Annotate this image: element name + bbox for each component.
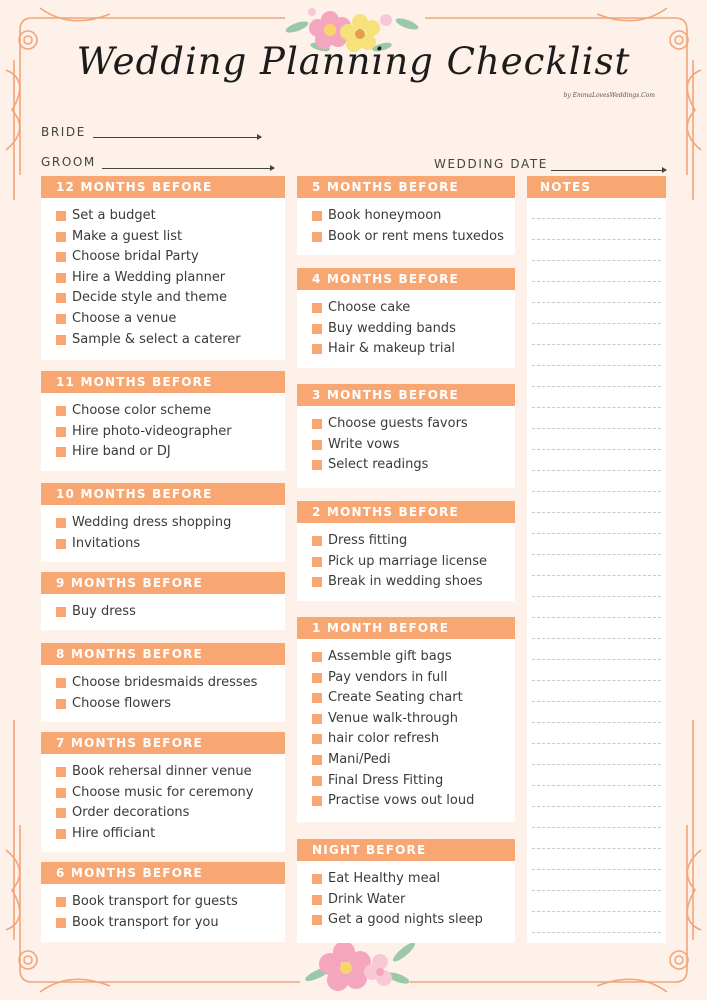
task-item <box>312 227 515 248</box>
task-checkbox[interactable] <box>312 557 322 567</box>
checklist-card <box>297 617 515 822</box>
note-line <box>532 785 661 786</box>
page-title: Wedding Planning Checklist <box>76 40 631 83</box>
task-label: Choose guests favors <box>328 416 468 431</box>
task-list <box>41 594 285 623</box>
task-label: Eat Healthy meal <box>328 871 441 886</box>
checklist-card <box>297 268 515 368</box>
task-label: Assemble gift bags <box>328 649 452 664</box>
task-checkbox[interactable] <box>312 536 322 546</box>
note-line <box>532 344 661 345</box>
note-line <box>532 869 661 870</box>
task-label: Sample & select a caterer <box>72 331 241 347</box>
task-checkbox[interactable] <box>312 874 322 884</box>
task-label: Choose a venue <box>72 310 177 326</box>
note-line <box>532 911 661 912</box>
task-label: Book honeymoon <box>328 208 442 223</box>
task-label: Choose color scheme <box>72 403 212 418</box>
task-label: Set a budget <box>72 208 156 223</box>
task-item <box>56 513 285 534</box>
section-heading: 5 MONTHS BEFORE <box>297 176 515 198</box>
task-label: hair color refresh <box>328 731 440 747</box>
task-label: Final Dress Fitting <box>328 772 444 788</box>
section-heading: 1 MONTH BEFORE <box>297 617 515 639</box>
section-heading: 7 MONTHS BEFORE <box>41 732 285 754</box>
task-item <box>56 762 285 783</box>
task-item <box>312 455 515 476</box>
task-checkbox[interactable] <box>56 447 66 457</box>
task-label: Get a good nights sleep <box>328 912 483 928</box>
task-checkbox[interactable] <box>56 252 66 262</box>
task-label: Book transport for you <box>72 914 219 930</box>
section-heading: 11 MONTHS BEFORE <box>41 371 285 393</box>
task-checkbox[interactable] <box>56 314 66 324</box>
notes-lines[interactable] <box>532 198 661 943</box>
task-checkbox[interactable] <box>56 211 66 221</box>
task-item <box>312 552 515 573</box>
task-label: Choose bridesmaids dresses <box>72 675 258 690</box>
note-line <box>532 470 661 471</box>
note-line <box>532 680 661 681</box>
task-checkbox[interactable] <box>312 232 322 242</box>
task-checkbox[interactable] <box>312 652 322 662</box>
note-line <box>532 638 661 639</box>
task-item <box>56 401 285 422</box>
task-item <box>312 709 515 730</box>
task-label: Order decorations <box>72 805 190 821</box>
section-heading: 9 MONTHS BEFORE <box>41 572 285 594</box>
task-label: Wedding dress shopping <box>72 515 232 530</box>
task-checkbox[interactable] <box>56 518 66 528</box>
task-checkbox[interactable] <box>56 788 66 798</box>
task-item <box>312 688 515 709</box>
task-checkbox[interactable] <box>56 607 66 617</box>
task-item <box>56 268 285 289</box>
task-item <box>56 206 285 227</box>
task-item <box>312 414 515 435</box>
task-label: Book rehersal dinner venue <box>72 764 252 779</box>
task-list <box>297 639 515 812</box>
task-item <box>312 206 515 227</box>
task-checkbox[interactable] <box>312 440 322 450</box>
notes-panel <box>527 176 666 943</box>
groom-field[interactable] <box>102 168 274 169</box>
bride-field[interactable] <box>93 137 261 138</box>
task-checkbox[interactable] <box>312 776 322 786</box>
task-list <box>41 665 285 714</box>
note-line <box>532 701 661 702</box>
task-item <box>56 247 285 268</box>
task-item <box>56 892 285 913</box>
task-label: Make a guest list <box>72 228 183 244</box>
note-line <box>532 596 661 597</box>
task-label: Practise vows out loud <box>328 793 475 809</box>
note-line <box>532 827 661 828</box>
note-line <box>532 365 661 366</box>
section-heading: NIGHT BEFORE <box>297 839 515 861</box>
section-heading: 12 MONTHS BEFORE <box>41 176 285 198</box>
section-heading: 6 MONTHS BEFORE <box>41 862 285 884</box>
task-label: Choose cake <box>328 300 411 315</box>
task-item <box>56 673 285 694</box>
task-list <box>297 406 515 476</box>
note-line <box>532 449 661 450</box>
task-checkbox[interactable] <box>312 577 322 587</box>
task-list <box>297 523 515 593</box>
note-line <box>532 533 661 534</box>
note-line <box>532 218 661 219</box>
notes-heading: NOTES <box>527 176 666 198</box>
task-list <box>41 393 285 463</box>
checklist-card <box>297 839 515 943</box>
checklist-card <box>41 862 285 942</box>
task-checkbox[interactable] <box>312 303 322 313</box>
note-line <box>532 890 661 891</box>
section-heading: 4 MONTHS BEFORE <box>297 268 515 290</box>
task-checkbox[interactable] <box>312 895 322 905</box>
task-checkbox[interactable] <box>56 335 66 345</box>
note-line <box>532 323 661 324</box>
note-line <box>532 575 661 576</box>
checklist-card <box>41 371 285 471</box>
note-line <box>532 806 661 807</box>
task-item <box>312 750 515 771</box>
task-checkbox[interactable] <box>56 829 66 839</box>
task-item <box>56 783 285 804</box>
task-item <box>312 319 515 340</box>
note-line <box>532 764 661 765</box>
task-list <box>41 884 285 933</box>
task-label: Dress fitting <box>328 533 408 548</box>
task-item <box>56 913 285 934</box>
task-item <box>56 309 285 330</box>
task-checkbox[interactable] <box>56 406 66 416</box>
task-checkbox[interactable] <box>56 808 66 818</box>
task-label: Hire photo-videographer <box>72 423 232 439</box>
checklist-card <box>297 501 515 601</box>
task-checkbox[interactable] <box>312 324 322 334</box>
task-item <box>312 339 515 360</box>
task-label: Choose music for ceremony <box>72 784 254 800</box>
task-checkbox[interactable] <box>312 460 322 470</box>
task-checkbox[interactable] <box>56 918 66 928</box>
checklist-card <box>41 176 285 360</box>
task-checkbox[interactable] <box>312 755 322 765</box>
checklist-card <box>297 384 515 488</box>
credit-text: by EmmaLovesWeddings.Com <box>563 92 655 99</box>
task-label: Break in wedding shoes <box>328 574 483 590</box>
task-item <box>312 668 515 689</box>
task-label: Create Seating chart <box>328 690 463 706</box>
checklist-card <box>297 176 515 255</box>
task-list <box>297 198 515 247</box>
task-label: Venue walk-through <box>328 710 458 726</box>
task-checkbox[interactable] <box>312 714 322 724</box>
task-checkbox[interactable] <box>312 734 322 744</box>
checklist-card <box>41 643 285 722</box>
task-checkbox[interactable] <box>56 678 66 688</box>
groom-label: GROOM <box>41 155 96 169</box>
task-checkbox[interactable] <box>312 673 322 683</box>
task-item <box>312 435 515 456</box>
note-line <box>532 428 661 429</box>
task-checkbox[interactable] <box>312 693 322 703</box>
task-label: Hair & makeup trial <box>328 341 456 357</box>
task-checkbox[interactable] <box>312 211 322 221</box>
task-item <box>312 791 515 812</box>
task-label: Select readings <box>328 457 429 473</box>
task-item <box>312 869 515 890</box>
task-checkbox[interactable] <box>56 427 66 437</box>
task-item <box>56 288 285 309</box>
task-checkbox[interactable] <box>56 539 66 549</box>
note-line <box>532 302 661 303</box>
note-line <box>532 386 661 387</box>
note-line <box>532 281 661 282</box>
bride-label: BRIDE <box>41 125 86 139</box>
note-line <box>532 722 661 723</box>
note-line <box>532 932 661 933</box>
task-checkbox[interactable] <box>56 699 66 709</box>
checklist-card <box>41 572 285 630</box>
note-line <box>532 239 661 240</box>
note-line <box>532 407 661 408</box>
task-label: Decide style and theme <box>72 290 228 306</box>
section-heading: 8 MONTHS BEFORE <box>41 643 285 665</box>
task-label: Drink Water <box>328 891 406 907</box>
task-list <box>41 198 285 350</box>
task-item <box>56 534 285 555</box>
task-label: Hire a Wedding planner <box>72 269 226 285</box>
task-item <box>312 647 515 668</box>
task-item <box>56 824 285 845</box>
note-line <box>532 743 661 744</box>
task-checkbox[interactable] <box>312 796 322 806</box>
task-item <box>312 910 515 931</box>
task-item <box>56 602 285 623</box>
task-checkbox[interactable] <box>56 273 66 283</box>
task-label: Buy wedding bands <box>328 320 456 336</box>
task-list <box>41 754 285 844</box>
note-line <box>532 617 661 618</box>
task-label: Hire officiant <box>72 825 156 841</box>
task-item <box>312 729 515 750</box>
task-label: Book transport for guests <box>72 894 238 909</box>
task-checkbox[interactable] <box>56 897 66 907</box>
wedding-date-field[interactable] <box>551 170 666 171</box>
task-item <box>312 531 515 552</box>
task-checkbox[interactable] <box>56 232 66 242</box>
task-checkbox[interactable] <box>56 767 66 777</box>
task-item <box>56 227 285 248</box>
task-label: Mani/Pedi <box>328 751 391 767</box>
note-line <box>532 659 661 660</box>
note-line <box>532 512 661 513</box>
task-item <box>312 298 515 319</box>
note-line <box>532 260 661 261</box>
task-label: Choose flowers <box>72 695 172 711</box>
task-checkbox[interactable] <box>56 293 66 303</box>
task-label: Hire band or DJ <box>72 444 171 460</box>
task-label: Invitations <box>72 535 141 551</box>
task-item <box>56 803 285 824</box>
task-list <box>297 290 515 360</box>
task-item <box>312 572 515 593</box>
task-label: Buy dress <box>72 604 136 619</box>
wedding-date-label: WEDDING DATE <box>434 157 548 171</box>
task-item <box>312 890 515 911</box>
task-item <box>56 422 285 443</box>
task-item <box>56 694 285 715</box>
task-label: Pick up marriage license <box>328 553 488 569</box>
task-checkbox[interactable] <box>312 419 322 429</box>
task-label: Pay vendors in full <box>328 669 448 685</box>
note-line <box>532 554 661 555</box>
section-heading: 3 MONTHS BEFORE <box>297 384 515 406</box>
checklist-card <box>41 483 285 562</box>
task-list <box>297 861 515 931</box>
section-heading: 2 MONTHS BEFORE <box>297 501 515 523</box>
task-item <box>56 442 285 463</box>
section-heading: 10 MONTHS BEFORE <box>41 483 285 505</box>
note-line <box>532 491 661 492</box>
note-line <box>532 848 661 849</box>
task-list <box>41 505 285 554</box>
task-item <box>312 771 515 792</box>
task-checkbox[interactable] <box>312 915 322 925</box>
checklist-card <box>41 732 285 852</box>
task-label: Choose bridal Party <box>72 249 199 265</box>
task-item <box>56 330 285 351</box>
task-checkbox[interactable] <box>312 344 322 354</box>
task-label: Write vows <box>328 436 400 452</box>
task-label: Book or rent mens tuxedos <box>328 228 504 244</box>
